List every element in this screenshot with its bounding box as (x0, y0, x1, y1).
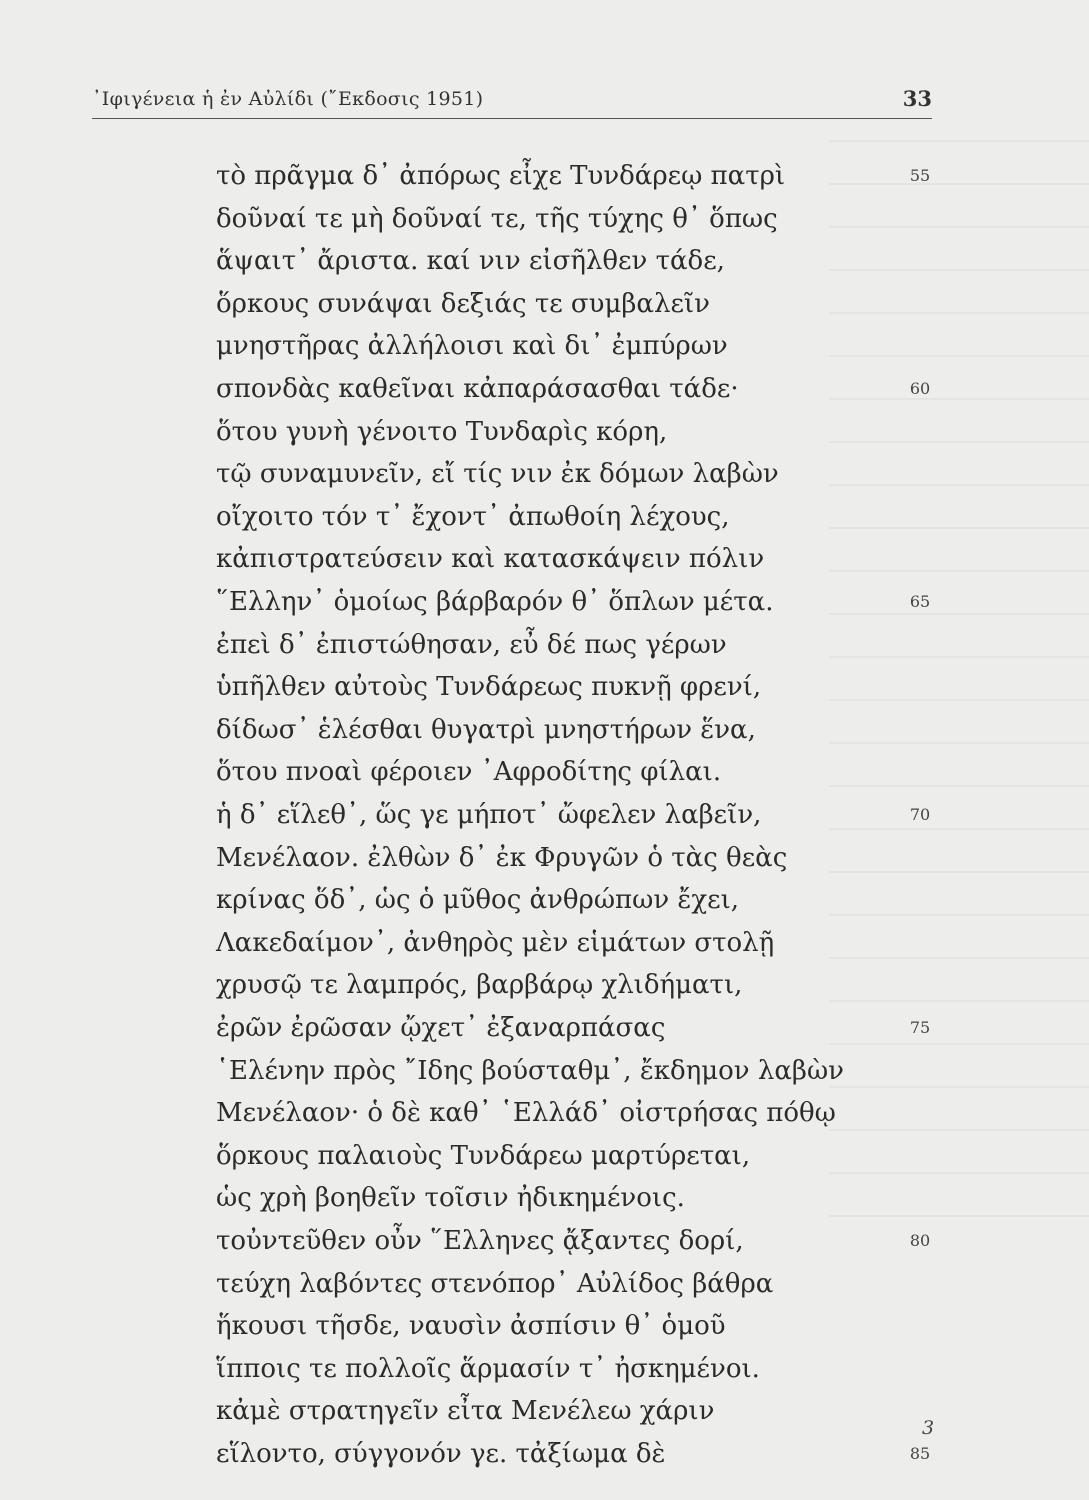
verse-text: Λακεδαίμον᾽, ἀνθηρὸς μὲν εἱμάτων στολῇ (216, 927, 775, 958)
verse-text: ἵπποις τε πολλοῖς ἅρμασίν τ᾽ ἠσκημένοι. (216, 1353, 760, 1384)
verse-line (0, 1223, 1089, 1266)
verse-text: ἐπεὶ δ᾽ ἐπιστώθησαν, εὖ δέ πως γέρων (216, 629, 727, 660)
verse-line (0, 328, 1089, 371)
verse-line (0, 541, 1089, 584)
verse-text: τοὐντεῦθεν οὖν ῞Ελληνες ᾄξαντες δορί, (216, 1226, 744, 1256)
verse-text: ἅψαιτ᾽ ἄριστα. καί νιν εἰσῆλθεν τάδε, (216, 246, 725, 277)
line-number: 85 (909, 1444, 931, 1463)
page-number: 33 (902, 86, 932, 111)
verse-line (0, 158, 1089, 201)
verse-line (0, 712, 1089, 755)
verse-line (0, 882, 1089, 925)
verse-text: εἵλοντο, σύγγονόν γε. τἀξίωμα δὲ (216, 1439, 666, 1469)
verse-text: δοῦναί τε μὴ δοῦναί τε, τῆς τύχης θ᾽ ὅπως (216, 203, 778, 234)
verse-text: Μενέλαον· ὁ δὲ καθ᾽ ῾Ελλάδ᾽ οἰστρήσας πόθῳ (216, 1098, 836, 1129)
verse-line (0, 243, 1089, 286)
line-number: 75 (909, 1018, 931, 1037)
verse-line (0, 1053, 1089, 1096)
verse-text: ὡς χρὴ βοηθεῖν τοῖσιν ἠδικημένοις. (216, 1183, 685, 1214)
verse-line (0, 1351, 1089, 1394)
verse-text: ἐρῶν ἐρῶσαν ᾤχετ᾽ ἐξαναρπάσας (216, 1013, 666, 1043)
verse-line (0, 456, 1089, 499)
verse-line (0, 1308, 1089, 1351)
verse-text: Μενέλαον. ἐλθὼν δ᾽ ἐκ Φρυγῶν ὁ τὰς θεὰς (216, 842, 788, 873)
running-header (92, 88, 932, 119)
verse-text: ὑπῆλθεν αὐτοὺς Τυνδάρεως πυκνῇ φρενί, (216, 672, 762, 703)
verse-text: κρίνας ὅδ᾽, ὡς ὁ μῦθος ἀνθρώπων ἔχει, (216, 885, 740, 916)
line-number: 70 (909, 805, 931, 824)
verse-text: οἴχοιτο τόν τ᾽ ἔχοντ᾽ ἀπωθοίη λέχους, (216, 501, 730, 532)
verse-line (0, 1095, 1089, 1138)
signature-mark: 3 (922, 1417, 935, 1439)
verse-text: ἥκουσι τῆσδε, ναυσὶν ἀσπίσιν θ᾽ ὁμοῦ (216, 1311, 726, 1342)
verse-text: χρυσῷ τε λαμπρός, βαρβάρῳ χλιδήματι, (216, 970, 743, 1001)
verse-line (0, 840, 1089, 883)
verse-text: σπονδὰς καθεῖναι κἀπαράσασθαι τάδε· (216, 374, 739, 404)
line-number: 65 (909, 592, 931, 611)
verse-text: τῷ συναμυνεῖν, εἴ τίς νιν ἐκ δόμων λαβὼν (216, 459, 779, 490)
verse-line (0, 1266, 1089, 1309)
verse-line (0, 499, 1089, 542)
running-title: ᾽Ιφιγένεια ἡ ἐν Αὐλίδι (῎Εκδοσις 1951) (92, 88, 484, 110)
verse-text: ῾Ελένην πρὸς ῎Ιδης βούσταθμ᾽, ἔκδημον λαβὼν (216, 1055, 844, 1086)
verse-line (0, 627, 1089, 670)
verse-text: ὅρκους συνάψαι δεξιάς τε συμβαλεῖν (216, 288, 710, 319)
verse-line (0, 754, 1089, 797)
verse-text: ὅτου γυνὴ γένοιτο Τυνδαρὶς κόρη, (216, 416, 668, 447)
verse-line (0, 1010, 1089, 1053)
line-number: 55 (909, 166, 931, 185)
verse-line (0, 1180, 1089, 1223)
verse-text: ῞Ελλην᾽ ὁμοίως βάρβαρόν θ᾽ ὅπλων μέτα. (216, 587, 774, 617)
verse-line (0, 1436, 1089, 1479)
line-number: 60 (909, 379, 931, 398)
verse-text: κἀμὲ στρατηγεῖν εἶτα Μενέλεω χάριν (216, 1396, 715, 1427)
verse-text: ἡ δ᾽ εἵλεθ᾽, ὥς γε μήποτ᾽ ὤφελεν λαβεῖν, (216, 800, 762, 830)
verse-line (0, 584, 1089, 627)
line-number: 80 (909, 1231, 931, 1250)
verse-text: ὅτου πνοαὶ φέροιεν ᾽Αφροδίτης φίλαι. (216, 757, 722, 788)
verse-line (0, 414, 1089, 457)
verse-line (0, 1138, 1089, 1181)
verse-text: μνηστῆρας ἀλλήλοισι καὶ δι᾽ ἐμπύρων (216, 331, 728, 362)
verse-line (0, 286, 1089, 329)
verse-text: κἀπιστρατεύσειν καὶ κατασκάψειν πόλιν (216, 544, 765, 575)
verse-line (0, 925, 1089, 968)
verse-line (0, 371, 1089, 414)
verse-text: ὅρκους παλαιοὺς Τυνδάρεω μαρτύρεται, (216, 1140, 751, 1171)
verse-line (0, 201, 1089, 244)
verse-text: δίδωσ᾽ ἑλέσθαι θυγατρὶ μνηστήρων ἕνα, (216, 714, 756, 745)
verse-line (0, 669, 1089, 712)
verse-line (0, 797, 1089, 840)
verse-text: τὸ πρᾶγμα δ᾽ ἀπόρως εἶχε Τυνδάρεῳ πατρὶ (216, 161, 786, 191)
verse-text: τεύχη λαβόντες στενόπορ᾽ Αὐλίδος βάθρα (216, 1268, 774, 1299)
verse-line (0, 967, 1089, 1010)
